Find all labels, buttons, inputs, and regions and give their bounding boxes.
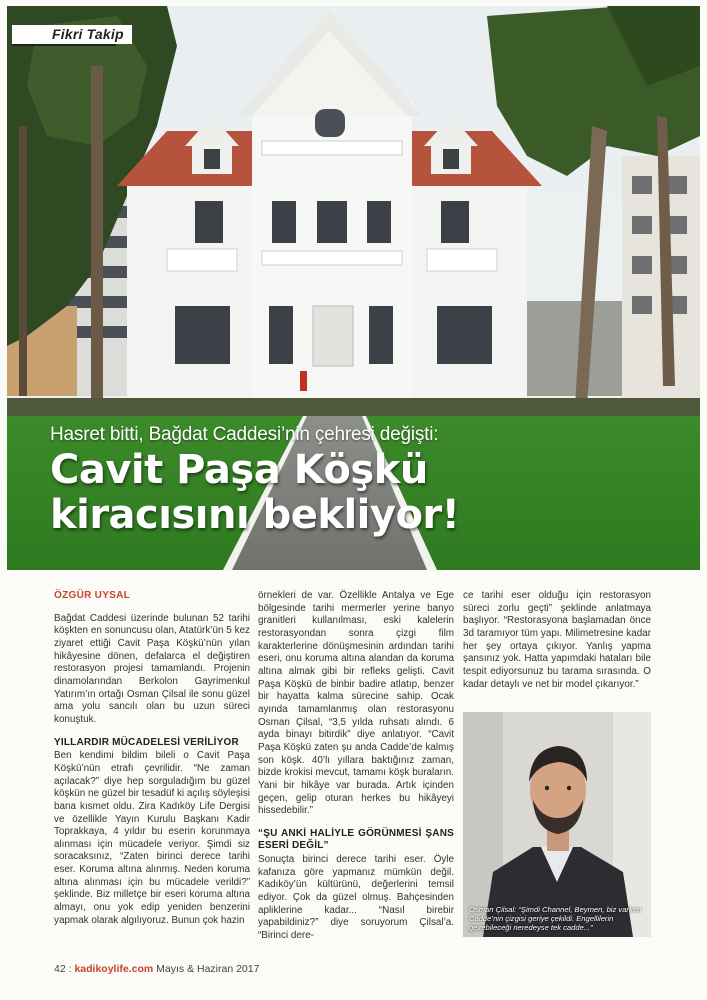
subheading-2: “ŞU ANKİ HALİYLE GÖRÜNMESİ ŞANS ESERİ DEĞİL” <box>258 827 454 852</box>
headline-block <box>50 424 670 538</box>
kicker: Hasret bitti, Bağdat Caddesi’nin çehresi değişti: <box>50 424 439 445</box>
subheading-1: YILLARDIR MÜCADELESİ VERİLİYOR <box>54 736 239 748</box>
paragraph-intro: Bağdat Caddesi üzerinde bulunan 52 tarihi köşkten en sonuncusu olan, Atatürk’ün 5 kez ziyaret ettiği Cavit Paşa Köşkü’nün yılan hikâyesine dönen, defalarca el değiştiren restorasyon projesi tamamlandı. Projenin dinamolarından Berkolon Gayrimenkul Yatırım’ın ortağı Osman Çilsal ile sonu güzel ama yolu sancılı olan bu uzun süreci konuştuk. <box>54 612 250 725</box>
column-1 <box>54 590 250 927</box>
article-title <box>50 448 670 538</box>
page-number: 42 <box>54 963 66 975</box>
section-tag-underline <box>12 44 116 46</box>
section-tag: Fikri Takip <box>12 25 132 44</box>
site-url: kadikoylife.com <box>74 963 154 975</box>
paragraph: Ben kendimi bildim bileli o Cavit Paşa Köşkü’nün etrafı çevrilidir. “Ne zaman açılacak?” diye hep sorguladığım bu güzel köşkün ne güzel bir tesadüf ki açılış söyleşisi bana kısmet oldu. Zira Kadıköy Life Dergisi ve özellikle Yayın Kurulu Başkanı Kadir Toprakkaya, 4 yıldır bu eserin korunmaya alınması için mücadele veriyor. Şimdi siz soracaksınız, “Zaten birinci derece tarihi eser. Koruma altına alınmış. Neden koruma altına alınması için bu mücadele verildi?” şeklinde. Biz milletçe bir eseri koruma altına almayı, onu yok edip yeniden benzerini yapmak olarak algılıyoruz. Bunun çok hazin <box>54 750 250 926</box>
paragraph: ce tarihi eser olduğu için restorasyon süreci zorlu geçti” şeklinde anlatmaya başlıyor. “Restorasyona başlamadan önce 3d taramıyor tüm yapı. Milimetresine kadar her şey ortaya çıkıyor. Yanlış yapma şansınız yok. Hatta yapımdaki hataları bile tespit ediyorsunuz bu tarama sırasında. O kadar detaylı ve net bir model çıkarıyor.” <box>463 590 651 690</box>
page-footer <box>54 963 259 975</box>
paragraph: örnekleri de var. Özellikle Antalya ve Ege bölgesinde tarihi mermerler yerine banyo granitleri kullanılması, eski kalelerin restorasyondan sonra çizgi film karakterlerine dönüşmesinin ardından tarihi eseri, onu koruma altına alandan da koruma altına almak gibi bir refleks gelişti. Cavit Paşa Köşkü de binbir badire atlatıp, benzer bir hayatta kalma sürecine sahip. Ocak ayında tamamlanmış olan restorasyonu Osman Çilsal, “3,5 yılda ruhsatı alındı. 6 ayda binayı bitirdik” diye anlatıyor. “Cavit Paşa Köşkü zaten şu anda Cadde’de kalmış son köşk. 40’lı yıllara baktığınız zaman, bizde krokisi mevcut, tamamı köşk buraların. Yani bir hikâye var burada. Artık içinden geçen, gelip oturan herkes bu hikâyeyi hissedebilir.” <box>258 590 454 817</box>
portrait-illustration <box>463 712 651 937</box>
title-line-2: kiracısını bekliyor! <box>50 492 460 538</box>
photo-caption: Osman Çilsal: “Şimdi Channel, Beymen, biz varken Cadde’nin çizgisi geriye çekildi. Engellilerin gezebileceği neredeyse tek cadde...” <box>469 905 642 932</box>
column-3 <box>463 590 651 691</box>
issue-date: Mayıs & Haziran 2017 <box>156 963 260 975</box>
author-byline: ÖZGÜR UYSAL <box>54 590 131 601</box>
footer-separator: : <box>68 963 72 975</box>
column-2 <box>258 590 454 943</box>
title-line-1: Cavit Paşa Köşkü <box>50 447 428 493</box>
portrait-photo <box>463 712 651 937</box>
paragraph: Sonuçta birinci derece tarihi eser. Öyle kafanıza göre yapmanız mümkün değil. Kadıköy’ün kültürünü, değerlerini temsil ediyor. Çok da güzel olmuş. Bahçesinden apliklerine kadar... “Nasıl birebir yapabildiniz?” diye soruyorum Çilsal’a. “Birinci dere- <box>258 854 454 942</box>
